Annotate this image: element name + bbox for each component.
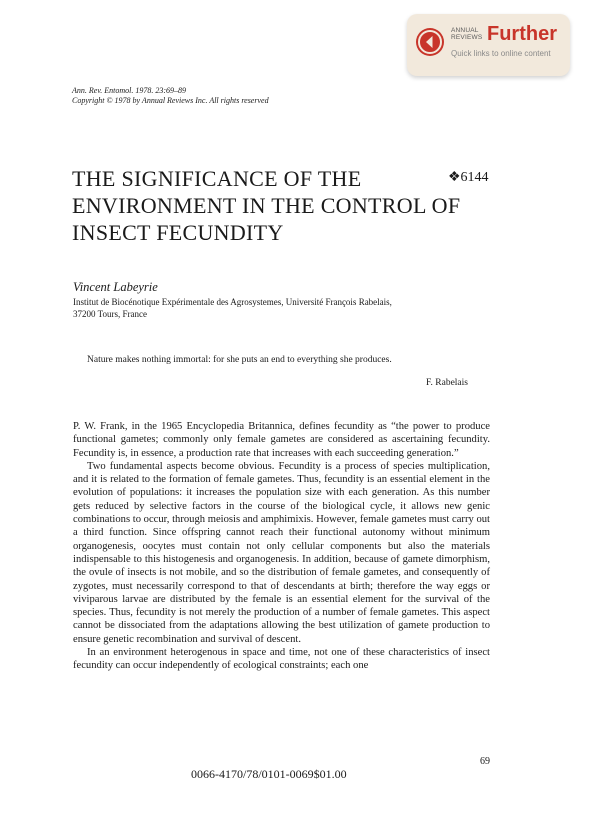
- annual-reviews-further-badge[interactable]: [407, 14, 570, 76]
- citation-line-2: Copyright © 1978 by Annual Reviews Inc. All rights reserved: [72, 96, 269, 105]
- further-tagline: Quick links to online content: [451, 49, 551, 58]
- body-paragraph-2: Two fundamental aspects become obvious. Fecundity is a process of species multiplication, and it is related to the formation of female gametes. Thus, fecundity is an essential element in the evolution of populations: it increases the population size with each generation. As this number gets reduced by selective factors in the course of the biological cycle, it allows new genic combinations to occur, through meiosis and amphimixis. However, female gametes must carry out a third function. Since offspring cannot reach their functional autonomy without minimum organogenesis, oocytes must contain not only cellular components but also the materials indispensable to this histogenesis and organogenesis. In addition, because of gamete dimorphism, the ovule of insects is not mobile, and so the distribution of female gametes, and consequently of zygotes, must necessarily correspond to that of descendants at birth; therefore the way eggs or viviparous larvae are distributed by the female is an essential element for the survival of the species. Thus, fecundity is not merely the production of a number of female gametes. This aspect cannot be dissociated from the adaptations allowing the best utilization of gamete production to ensure genetic recombination and survival of descent.: [73, 460, 490, 645]
- epigraph-quote: Nature makes nothing immortal: for she puts an end to everything she produces.: [87, 355, 392, 365]
- journal-citation: [72, 86, 269, 106]
- article-number: ❖6144: [448, 170, 489, 185]
- body-paragraph-3: In an environment heterogenous in space and time, not one of these characteristics of insect fecundity can occur independently of ecological constraints; each one: [73, 647, 490, 672]
- affiliation-line-2: 37200 Tours, France: [73, 309, 147, 319]
- play-arrow-icon: [416, 28, 444, 56]
- affiliation-line-1: Institut de Biocénotique Expérimentale des Agrosystemes, Université François Rabelais,: [73, 297, 392, 307]
- article-title: THE SIGNIFICANCE OF THE ENVIRONMENT IN THE CONTROL OF INSECT FECUNDITY: [72, 166, 461, 245]
- brand-line-annual: ANNUAL: [451, 27, 479, 34]
- footer-code: 0066-4170/78/0101-0069$01.00: [191, 767, 347, 781]
- article-body: [73, 420, 490, 673]
- annual-reviews-logo-text: [451, 27, 482, 41]
- author-affiliation: [73, 296, 513, 320]
- citation-line-1: Ann. Rev. Entomol. 1978. 23:69–89: [72, 86, 187, 95]
- author-name: Vincent Labeyrie: [73, 280, 158, 294]
- body-paragraph-1: P. W. Frank, in the 1965 Encyclopedia Britannica, defines fecundity as “the power to produce functional gametes; commonly only female gametes are considered as ascertaining fecundity. Fecundity is, in essence, a production rate that increases with each succeeding generation.”: [73, 421, 490, 459]
- brand-line-reviews: REVIEWS: [451, 34, 483, 41]
- further-label: Further: [487, 23, 557, 45]
- epigraph-attribution: F. Rabelais: [426, 378, 468, 388]
- page-number: 69: [480, 756, 490, 767]
